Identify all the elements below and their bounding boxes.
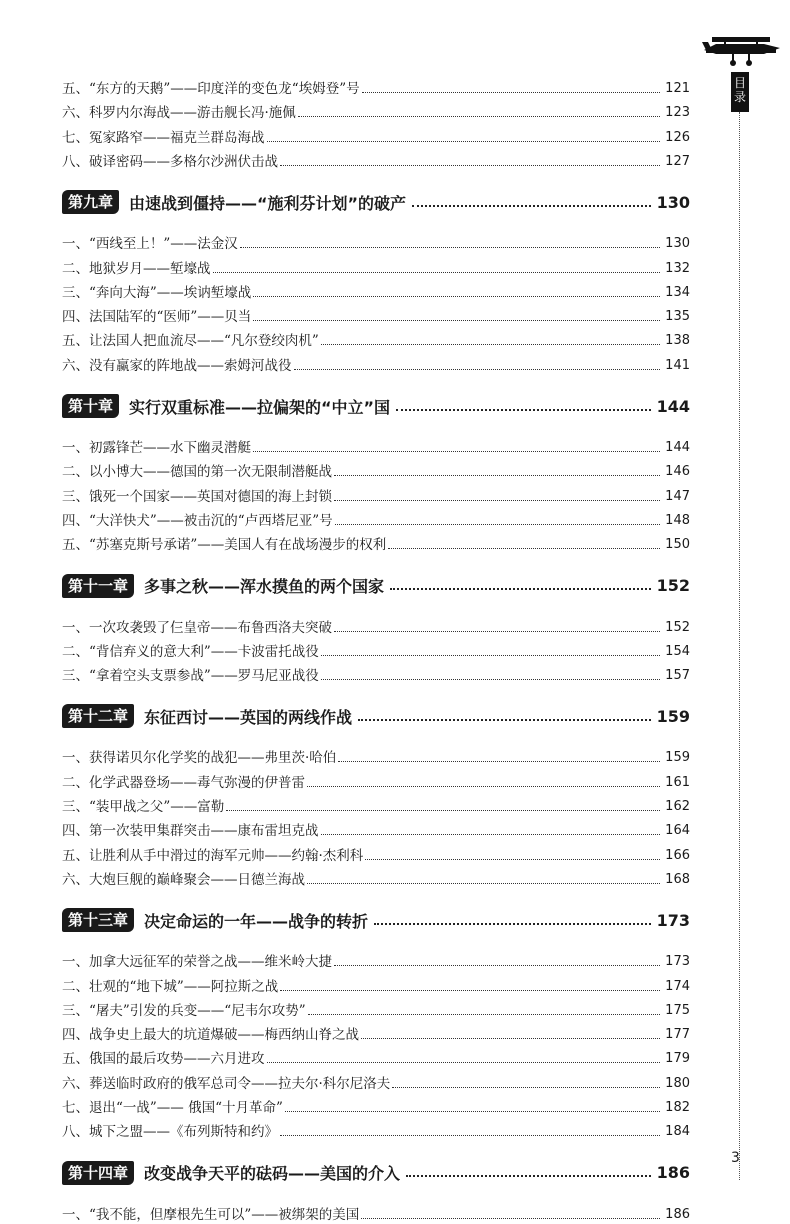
dot-leader (392, 1086, 660, 1088)
chapter-label: 第十三章 (62, 908, 134, 932)
dot-leader (285, 1110, 660, 1112)
dot-leader (338, 760, 660, 762)
toc-entry[interactable] (62, 125, 690, 147)
toc-entry-page-number: 147 (665, 488, 690, 504)
chapter-title: 决定命运的一年——战争的转折 (144, 911, 369, 931)
toc-entry-title: 三、饿死一个国家——英国对德国的海上封锁 (62, 488, 332, 505)
toc-entry-page-number: 148 (665, 512, 690, 528)
toc-entry[interactable] (62, 256, 690, 278)
toc-entry-title: 一、“西线至上！”——法金汉 (62, 236, 238, 253)
toc-entry[interactable] (62, 328, 690, 350)
toc-entry-title: 三、“拿着空头支票参战”——罗马尼亚战役 (62, 668, 319, 685)
toc-entry-page-number: 146 (665, 464, 690, 480)
toc-entry[interactable] (62, 843, 690, 865)
toc-entry-page-number: 173 (665, 954, 690, 970)
dot-leader (388, 547, 660, 549)
chapter-title: 实行双重标准——拉偏架的“中立”国 (129, 397, 391, 417)
toc-entry-title: 七、冤家路窄——福克兰群岛海战 (62, 129, 265, 146)
toc-entry-title: 一、获得诺贝尔化学奖的战犯——弗里茨·哈伯 (62, 750, 337, 767)
toc-entry-title: 六、葬送临时政府的俄军总司令——拉夫尔·科尔尼洛夫 (62, 1075, 391, 1092)
dot-leader (321, 678, 660, 680)
dot-leader (253, 450, 660, 452)
dot-leader (334, 499, 660, 501)
chapter-label: 第九章 (62, 190, 119, 214)
toc-entry-title: 五、让胜利从手中滑过的海军元帅——约翰·杰利科 (62, 847, 364, 864)
toc-entry[interactable] (62, 76, 690, 98)
toc-entry[interactable] (62, 459, 690, 481)
toc-entry-title: 二、化学武器登场——毒气弥漫的伊普雷 (62, 774, 305, 791)
dot-leader (321, 654, 660, 656)
dot-leader (365, 858, 660, 860)
toc-entry[interactable] (62, 100, 690, 122)
toc-entry-page-number: 126 (665, 129, 690, 145)
toc-entry-page-number: 180 (665, 1075, 690, 1091)
chapter-page-number: 152 (656, 576, 690, 595)
toc-entry-title: 四、“大洋快犬”——被击沉的“卢西塔尼亚”号 (62, 512, 333, 529)
toc-entry-title: 六、大炮巨舰的巅峰聚会——日德兰海战 (62, 871, 305, 888)
toc-entry-page-number: 182 (665, 1100, 690, 1115)
toc-entry-title: 五、俄国的最后攻势——六月进攻 (62, 1051, 265, 1068)
toc-entry-page-number: 150 (665, 537, 690, 553)
toc-entry[interactable] (62, 615, 690, 637)
toc-entry-title: 三、“装甲战之父”——富勒 (62, 799, 225, 815)
toc-entry[interactable] (62, 1095, 690, 1117)
toc-entry-page-number: 157 (665, 668, 690, 684)
chapter-label: 第十章 (62, 394, 119, 418)
chapter-page-number: 130 (656, 192, 690, 212)
toc-entry-title: 一、一次攻袭毁了仨皇帝——布鲁西洛夫突破 (62, 619, 332, 636)
toc-entry-title: 八、城下之盟——《布列斯特和约》 (62, 1124, 278, 1141)
chapter-label: 第十二章 (62, 704, 134, 728)
toc-entry-title: 二、“背信弃义的意大利”——卡波雷托战役 (62, 643, 319, 660)
toc-entry-title: 二、地狱岁月——堑壕战 (62, 260, 211, 277)
chapter-heading[interactable] (62, 701, 690, 731)
toc-entry-page-number: 123 (665, 105, 690, 121)
dot-leader (240, 246, 660, 248)
chapter-heading[interactable] (62, 1158, 690, 1188)
toc-entry-title: 三、“奔向大海”——埃讷堑壕战 (62, 284, 252, 301)
toc-entry[interactable] (62, 867, 690, 889)
dot-leader (280, 164, 660, 166)
toc-entry[interactable] (62, 1071, 690, 1093)
toc-entry-title: 二、壮观的“地下城”——阿拉斯之战 (62, 978, 279, 995)
toc-entry[interactable] (62, 745, 690, 767)
chapter-label: 第十一章 (62, 574, 134, 598)
dot-leader (321, 343, 660, 345)
dot-leader (390, 587, 651, 590)
dot-leader (358, 718, 651, 721)
toc-entry[interactable] (62, 1046, 690, 1068)
toc-entry-title: 四、法国陆军的“医师”——贝当 (62, 309, 252, 326)
toc-entry[interactable] (62, 435, 690, 457)
toc-entry-title: 六、科罗内尔海战——游击舰长冯·施佩 (62, 105, 296, 122)
toc-entry-title: 四、第一次装甲集群突击——康布雷坦克战 (62, 823, 319, 840)
toc-entry[interactable] (62, 1022, 690, 1044)
dot-leader (334, 630, 660, 632)
toc-entry-page-number: 174 (665, 978, 690, 994)
dot-leader (406, 1174, 651, 1177)
toc-entry-page-number: 164 (665, 823, 690, 839)
toc-entry-page-number: 162 (665, 799, 690, 814)
toc-entry[interactable] (62, 484, 690, 506)
dot-leader (396, 408, 651, 411)
dot-leader (298, 115, 660, 117)
chapter-heading[interactable] (62, 187, 690, 217)
chapter-title: 改变战争天平的砝码——美国的介入 (144, 1164, 401, 1184)
toc-entry[interactable] (62, 508, 690, 530)
dot-leader (280, 1134, 660, 1136)
toc-entry[interactable] (62, 280, 690, 302)
toc-entry[interactable] (62, 149, 690, 171)
toc-entry-title: 三、“屠夫”引发的兵变——“尼韦尔攻势” (62, 1002, 306, 1019)
toc-entry[interactable] (62, 663, 690, 685)
toc-entry[interactable] (62, 353, 690, 375)
dot-leader (253, 319, 660, 321)
toc-entry-page-number: 135 (665, 309, 690, 325)
chapter-heading[interactable] (62, 391, 690, 421)
toc-entry[interactable] (62, 532, 690, 554)
chapter-title: 由速战到僵持——“施利芬计划”的破产 (129, 193, 407, 213)
chapter-title: 多事之秋——浑水摸鱼的两个国家 (144, 577, 385, 596)
dot-leader (362, 91, 660, 93)
dot-leader (321, 833, 661, 835)
toc-entry-title: 一、加拿大远征军的荣誉之战——维米岭大捷 (62, 954, 332, 971)
toc-entry-title: 五、“苏塞克斯号承诺”——美国人有在战场漫步的权利 (62, 537, 387, 554)
dot-leader (253, 295, 660, 297)
dot-leader (334, 474, 660, 476)
toc-entry-page-number: 138 (665, 333, 690, 349)
toc-entry-page-number: 127 (665, 153, 690, 169)
dot-leader (294, 368, 661, 370)
toc-entry-page-number: 144 (665, 440, 690, 455)
dot-leader (412, 204, 651, 207)
toc-entry-title: 五、让法国人把血流尽——“凡尔登绞肉机” (62, 333, 319, 350)
toc-entry[interactable] (62, 818, 690, 840)
dot-leader (334, 964, 660, 966)
toc-entry-title: 一、“我不能，但摩根先生可以”——被绑架的美国 (62, 1206, 360, 1223)
chapter-page-number: 159 (656, 706, 690, 726)
dot-leader (335, 523, 660, 525)
toc-entry[interactable] (62, 304, 690, 326)
chapter-page-number: 173 (656, 910, 690, 930)
chapter-heading[interactable] (62, 571, 690, 601)
toc-entry-page-number: 134 (665, 284, 690, 300)
toc-entry-page-number: 132 (665, 260, 690, 276)
dot-leader (307, 785, 660, 787)
chapter-title: 东征西讨——英国的两线作战 (144, 707, 353, 727)
toc-entry[interactable] (62, 231, 690, 253)
toc-entry-page-number: 152 (665, 619, 690, 635)
toc-entry-page-number: 130 (665, 236, 690, 252)
dot-leader (308, 1013, 660, 1015)
toc-entry-page-number: 179 (665, 1051, 690, 1067)
toc-entry[interactable] (62, 770, 690, 792)
page-number: 3 (731, 1150, 740, 1166)
dot-leader (213, 271, 661, 273)
section-tab: 目录 (731, 72, 749, 112)
toc-entry-page-number: 184 (665, 1124, 690, 1140)
toc-entry-page-number: 186 (665, 1206, 690, 1222)
toc-entry-title: 二、以小博大——德国的第一次无限制潜艇战 (62, 464, 332, 481)
toc-entry[interactable] (62, 998, 690, 1020)
toc-entry[interactable] (62, 949, 690, 971)
toc-entry[interactable] (62, 794, 690, 816)
toc-entry[interactable] (62, 974, 690, 996)
chapter-page-number: 144 (656, 396, 690, 416)
toc-entry-page-number: 166 (665, 847, 690, 863)
chapter-page-number: 186 (656, 1163, 690, 1183)
toc-entry-title: 六、没有赢家的阵地战——索姆河战役 (62, 357, 292, 374)
dot-leader (361, 1037, 660, 1039)
chapter-heading[interactable] (62, 905, 690, 935)
chapter-label: 第十四章 (62, 1161, 134, 1185)
toc-entry-page-number: 177 (665, 1027, 690, 1043)
toc-entry[interactable] (62, 1202, 690, 1224)
toc-entry[interactable] (62, 1119, 690, 1141)
toc-entry-page-number: 161 (665, 774, 690, 790)
dot-leader (361, 1217, 660, 1219)
toc-entry-page-number: 159 (665, 750, 690, 766)
toc-entry-page-number: 168 (665, 871, 690, 887)
dot-leader (226, 809, 660, 811)
toc-entry-title: 八、破译密码——多格尔沙洲伏击战 (62, 153, 278, 170)
toc-entry-page-number: 154 (665, 643, 690, 659)
toc-entry-title: 四、战争史上最大的坑道爆破——梅西纳山脊之战 (62, 1027, 359, 1044)
toc-entry-title: 七、退出“一战”—— 俄国“十月革命” (62, 1100, 283, 1116)
toc-entry[interactable] (62, 639, 690, 661)
dot-leader (267, 1061, 661, 1063)
toc-entry-page-number: 175 (665, 1002, 690, 1018)
toc-entry-page-number: 121 (665, 81, 690, 96)
toc-entry-title: 一、初露锋芒——水下幽灵潜艇 (62, 440, 251, 456)
dot-leader (307, 882, 660, 884)
toc-entry-title: 五、“东方的天鹅”——印度洋的变色龙“埃姆登”号 (62, 81, 360, 97)
dot-leader (374, 922, 651, 925)
dot-leader (280, 989, 660, 991)
toc-entry-page-number: 141 (665, 357, 690, 373)
dot-leader (267, 140, 661, 142)
